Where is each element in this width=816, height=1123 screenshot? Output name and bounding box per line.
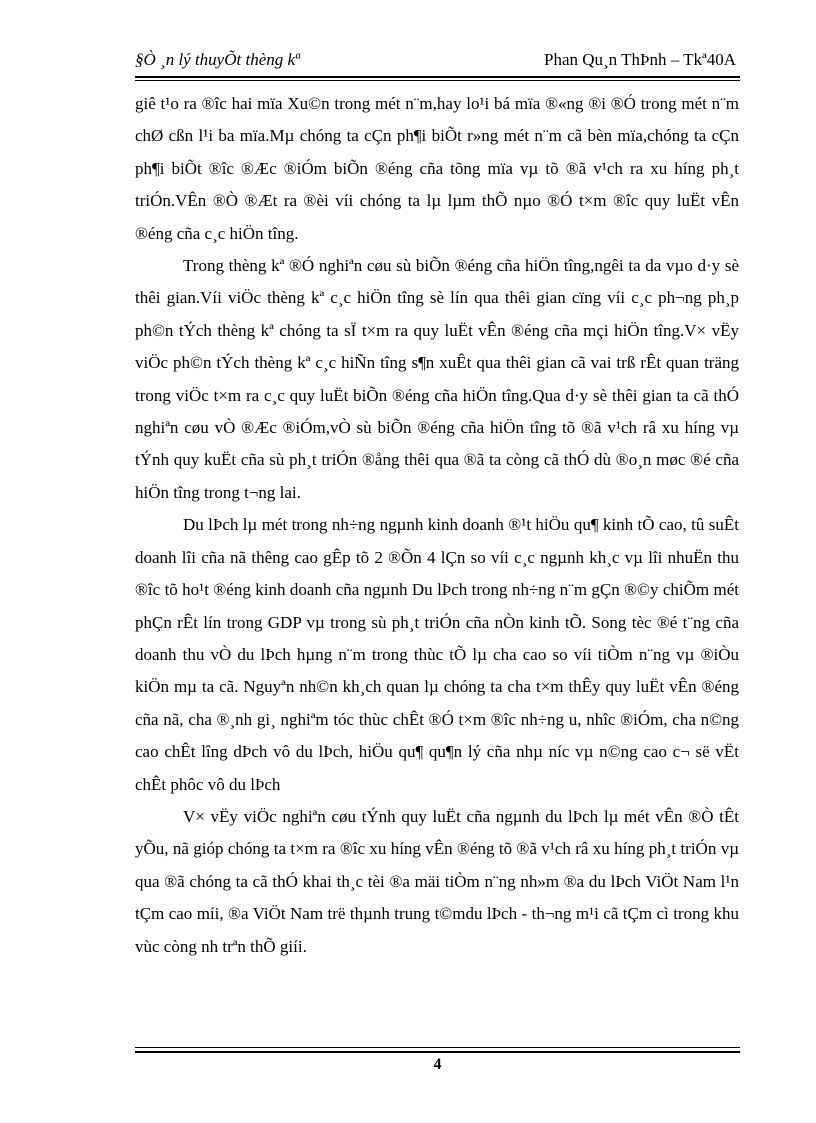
paragraph-3: Du lÞch lµ mét trong nh÷ng ngµnh kinh doanh ®¹t hiÖu qu¶ kinh tÕ cao, tû suÊt doanh lîi cña nã thêng cao gÊp tõ 2 ®Õn 4 lÇn so víi c¸c ngµnh kh¸c vµ lîi nhuËn thu ®îc tõ ho¹t ®éng kinh doanh cña ngµnh Du lÞch trong nh÷ng n¨m gÇn ®©y chiÕm mét phÇn rÊt lín trong GDP vµ trong sù ph¸t triÓn cña nÒn kinh tÕ. Song tèc ®é t¨ng cña doanh thu vÒ du lÞch hµng n¨m trong thùc tÕ lµ cha cao so víi tiÒm n¨ng vµ ®iÒu kiÖn mµ ta cã. Nguyªn nh©n kh¸ch quan lµ chóng ta cha t×m thÊy quy luËt vÊn ®éng cña nã, cha ®¸nh gi¸ nghiªm tóc thùc chÊt ®Ó t×m ®îc nh÷ng u, nhîc ®iÓm, cha n©ng cao chÊt lîng dÞch vô du lÞch, hiÖu qu¶ qu¶n lý cña nhµ níc vµ n©ng cao c¬ së vËt chÊt phôc vô du lÞch xyxy=(135,515,739,794)
body-text xyxy=(135,88,739,963)
paragraph-1: giê t¹o ra ®îc hai mïa Xu©n trong mét n¨m,hay lo¹i bá mïa ®«ng ®i ®Ó trong mét n¨m chØ cßn l¹i ba mïa.Mµ chóng ta cÇn ph¶i biÕt r»ng mét n¨m cã bèn mïa,chóng ta cÇn ph¶i biÕt ®îc ®Æc ®iÓm biÕn ®éng cña tõng mïa vµ tõ ®ã v¹ch ra xu híng ph¸t triÓn.VÊn ®Ò ®Æt ra ®èi víi chóng ta lµ lµm thÕ nµo ®Ó t×m ®îc quy luËt vÊn ®éng cña c¸c hiÖn tîng. xyxy=(135,94,739,243)
header-rule-thin xyxy=(135,80,740,81)
footer-rule-thin xyxy=(135,1047,740,1048)
paragraph-2: Trong thèng kª ®Ó nghiªn cøu sù biÕn ®éng cña hiÖn tîng,ngêi ta da vµo d·y sè thêi gian.Víi viÖc thèng kª c¸c hiÖn tîng sè lín qua thêi gian cïng víi c¸c ph¬ng ph¸p ph©n tÝch thèng kª chóng ta sÏ t×m ra quy luËt vÊn ®éng cña mçi hiÖn tîng.V× vËy viÖc ph©n tÝch thèng kª c¸c hiÑn tîng s¶n xuÊt qua thêi gian cã vai trß rÊt quan träng trong viÖc t×m ra c¸c quy luËt biÕn ®éng cña hiÖn tîng.Qua d·y sè thêi gian ta cã thÓ nghiªn cøu vÒ ®Æc ®iÓm,vÒ sù biÕn ®éng cña hiÖn tîng tõ ®ã v¹ch râ xu híng vµ tÝnh quy kuËt cña sù ph¸t triÓn ®ång thêi qua ®ã ta còng cã thÓ dù ®o¸n møc ®é cña hiÖn tîng trong t¬ng lai. xyxy=(135,256,739,502)
header-title: §Ò ¸n lý thuyÕt thèng kª xyxy=(135,50,300,69)
header-author: Phan Qu¸n ThÞnh – Tkª40A xyxy=(543,50,736,69)
page-number: 4 xyxy=(433,1056,442,1073)
paragraph-4: V× vËy viÖc nghiªn cøu tÝnh quy luËt cña ngµnh du lÞch lµ mét vÊn ®Ò tÊt yÕu, nã gióp chóng ta t×m ra ®îc xu híng vÊn ®éng tõ ®ã v¹ch râ xu híng ph¸t triÓn vµ qua ®ã chóng ta cã thÓ khai th¸c tèi ®a mäi tiÒm n¨ng nh»m ®a du lÞch ViÖt Nam l¹n tÇm cao míi, ®a ViÖt Nam trë thµnh trung t©mdu lÞch - th¬ng m¹i cã tÇm cì trong khu vùc còng nh trªn thÕ giíi. xyxy=(135,806,739,956)
footer-rule-thick xyxy=(135,1051,740,1053)
running-header xyxy=(135,46,740,74)
header-rule-thick xyxy=(135,76,740,78)
